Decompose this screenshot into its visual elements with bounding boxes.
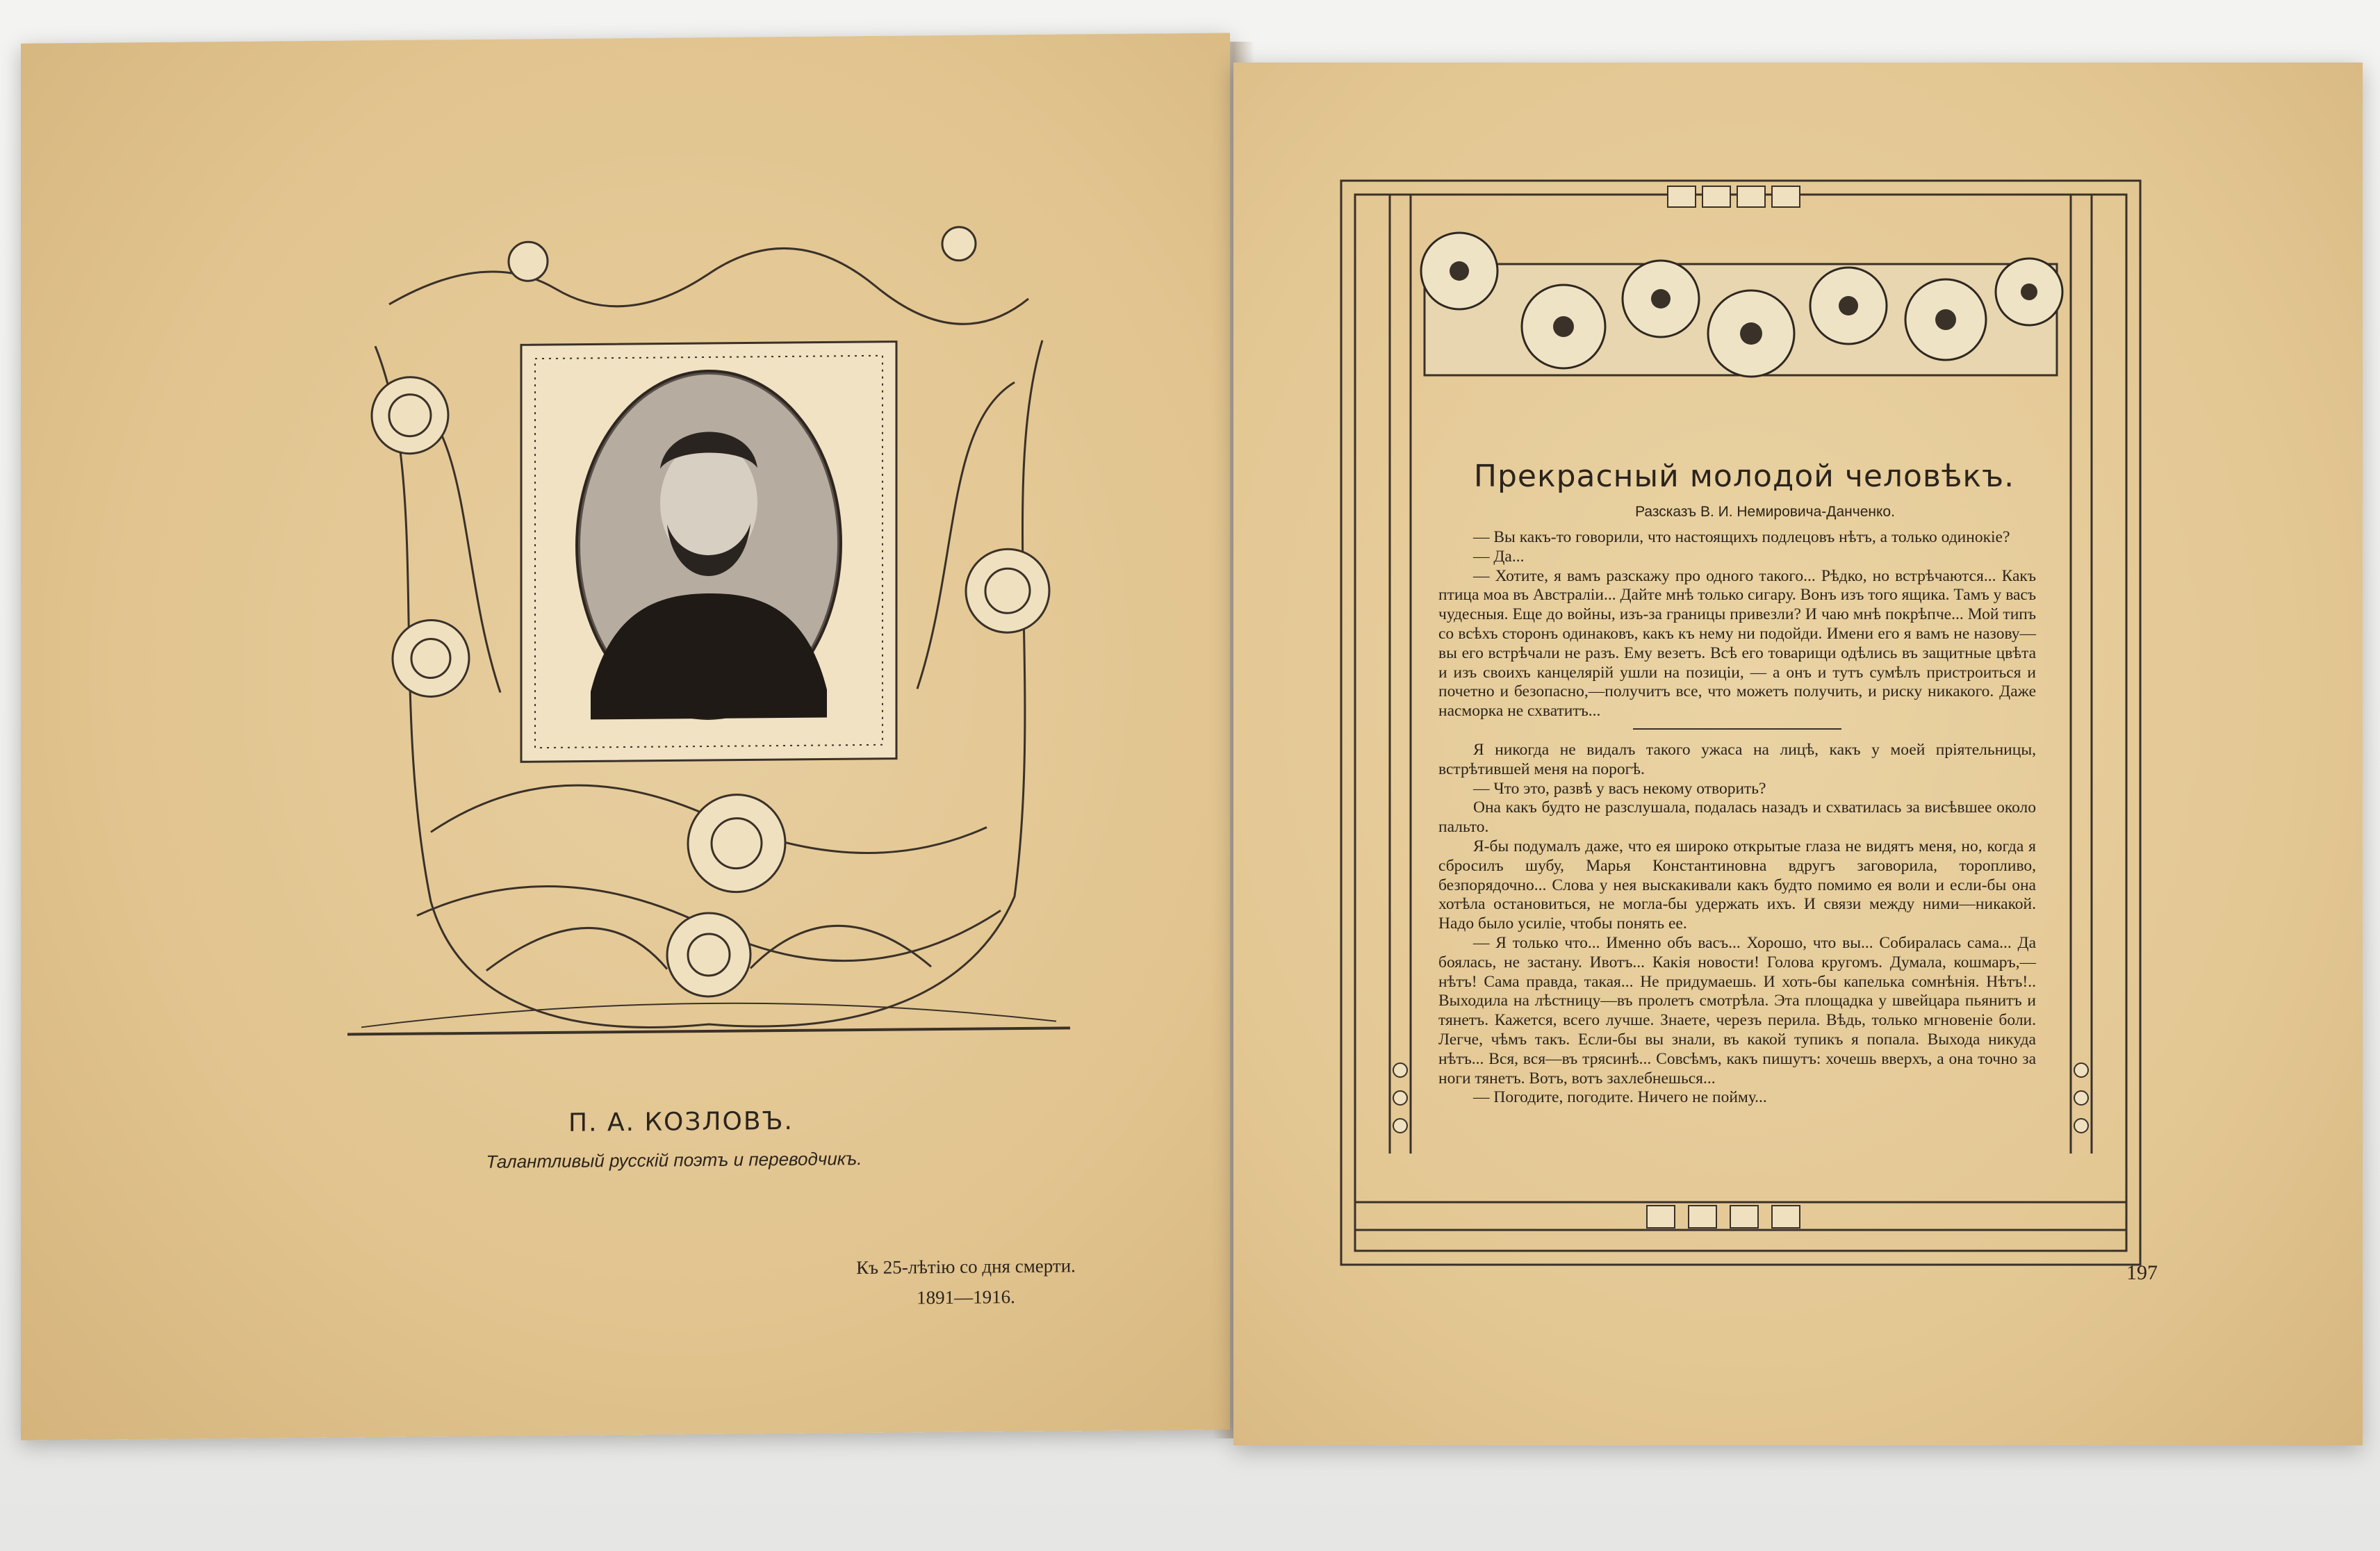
paragraph: — Да... <box>1473 547 1525 566</box>
section-separator <box>1633 728 1841 730</box>
story-body <box>1438 528 2036 1108</box>
portrait-photo <box>580 373 837 719</box>
paragraph: Я-бы подумалъ даже, что ея широко открытые глаза не видятъ меня, но, когда я сбросилъ шубу, Марья Константиновна вдругъ заговорила, торопливо, безпорядочно... Слова у нея выскакивали какъ будто помимо ея воли и если-бы она хотѣла остановиться, не могла-бы удержать ихъ. И связи между ними—никакой. Надо было усилiе, чтобы понять ее. <box>1438 837 2036 933</box>
ornamental-rose-frame <box>347 201 1070 1069</box>
paragraph: — Вы какъ-то говорили, что настоящихъ подлецовъ нѣтъ, а только одинокiе? <box>1473 528 2010 546</box>
story-byline: Разсказъ В. И. Немировича-Данченко. <box>1635 504 1895 520</box>
paragraph: — Хотите, я вамъ разскажу про одного такого... Рѣдко, но встрѣчаются... Какъ птица моа въ Австралiи... Дайте мнѣ только сигару. Вонъ изъ того ящика. Тамъ у васъ чудесныя. Еще до войны, изъ-за границы привезли? И чаю мнѣ покрѣпче... Мой типъ со всѣхъ сторонъ одинаковъ, какъ къ нему ни подойди. Имени его я вамъ не назову—вы его встрѣчали не разъ. Ему везетъ. Всѣ его товарищи одѣлись въ защитные цвѣта и изъ своихъ канцелярiй ушли на позицiи, — а онъ и тутъ сумѣлъ пристроиться и почетно и безопасно,—получитъ все, что можетъ получить, и риску никакого. Даже насморка не схватитъ... <box>1438 566 2036 721</box>
left-page <box>21 33 1230 1440</box>
story-title: Прекрасный молодой человѣкъ. <box>1473 459 2015 494</box>
paragraph: Я никогда не видалъ такого ужаса на лицѣ, какъ у моей прiятельницы, встрѣтившей меня на порогѣ. <box>1438 740 2036 778</box>
anniversary-line: Къ 25-лѣтiю со дня смерти. <box>856 1255 1076 1279</box>
paragraph: — Я только что... Именно объ васъ... Хорошо, что вы... Собиралась сама... Да боялась, не застану. Ивотъ... Какiя новости! Голова кругомъ. Думала, кошмаръ,—нѣтъ! Сама правда, такая... Не придумаешь. И хоть-бы капелька сомнѣнiя. Нѣтъ!.. Выходила на лѣстницу—въ пролетъ смотрѣла. Эта площадка у швейцара пьянитъ и тянетъ. Кажется, всего лучше. Знаете, черезъ перила. Вѣдь, только мгновенiе боли. Легче, чѣмъ такъ. Если-бы вы знали, въ какой тупикъ я попала. Выхода никуда нѣтъ... Вся, вся—въ трясинѣ... Совсѣмъ, какъ пишутъ: хочешь вверхъ, а она точно за ноги тянетъ. Вотъ, вотъ захлебнешься... <box>1438 933 2036 1088</box>
paragraph: — Погодите, погодите. Ничего не пойму... <box>1473 1088 1767 1107</box>
pansy-flower-header <box>1421 233 2062 377</box>
anniversary-note <box>827 1250 1105 1313</box>
page-number: 197 <box>2126 1261 2158 1284</box>
portrait-name: П. А. КОЗЛОВЪ. <box>568 1106 794 1138</box>
portrait-caption: Талантливый русскiй поэтъ и переводчикъ. <box>486 1148 862 1172</box>
anniversary-years: 1891—1916. <box>917 1286 1015 1308</box>
paragraph: Она какъ будто не разслушала, подалась назадъ и схватилась за висѣвшее около пальто. <box>1438 798 2036 837</box>
paragraph: — Что это, развѣ у васъ некому отворить? <box>1473 779 1766 798</box>
